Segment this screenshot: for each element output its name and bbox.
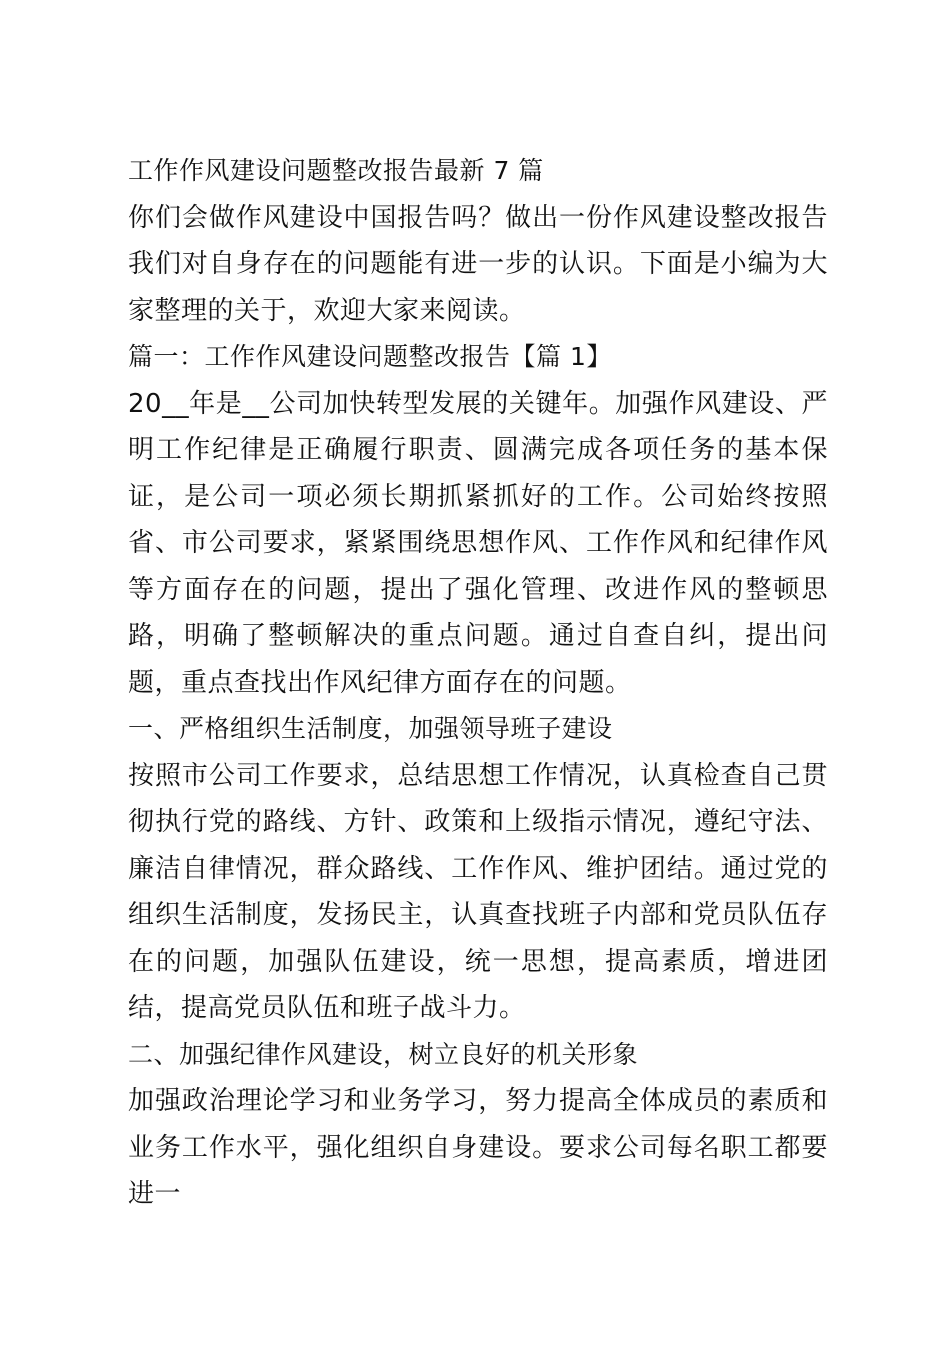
body-paragraph-1: 20__年是__公司加快转型发展的关键年。加强作风建设、严明工作纪律是正确履行职责、圆满完成各项任务的基本保证，是公司一项必须长期抓紧抓好的工作。公司始终按照省、市公司要求，紧紧围绕思想作风、工作作风和纪律作风等方面存在的问题，提出了强化管理、改进作风的整顿思路，明确了整顿解决的重点问题。通过自查自纠，提出问题，重点查找出作风纪律方面存在的问题。 [128,388,828,698]
intro-paragraph: 你们会做作风建设中国报告吗？做出一份作风建设整改报告我们对自身存在的问题能有进一步的认识。下面是小编为大家整理的关于，欢迎大家来阅读。 [128,202,828,326]
subheading-2: 二、加强纪律作风建设，树立良好的机关形象 [128,1039,639,1069]
subheading-1: 一、严格组织生活制度，加强领导班子建设 [128,714,613,743]
document-title: 工作作风建设问题整改报告最新 7 篇 [128,156,544,185]
document-page [128,148,828,1218]
body-paragraph-3: 加强政治理论学习和业务学习，努力提高全体成员的素质和业务工作水平，强化组织自身建设。要求公司每名职工都要进一 [128,1086,828,1209]
section-title: 篇一：工作作风建设问题整改报告【篇 1】 [128,342,612,371]
body-paragraph-2: 按照市公司工作要求，总结思想工作情况，认真检查自己贯彻执行党的路线、方针、政策和上级指示情况，遵纪守法、廉洁自律情况，群众路线、工作作风、维护团结。通过党的组织生活制度，发扬民主，认真查找班子内部和党员队伍存在的问题，加强队伍建设，统一思想，提高素质，增进团结，提高党员队伍和班子战斗力。 [128,760,828,1023]
